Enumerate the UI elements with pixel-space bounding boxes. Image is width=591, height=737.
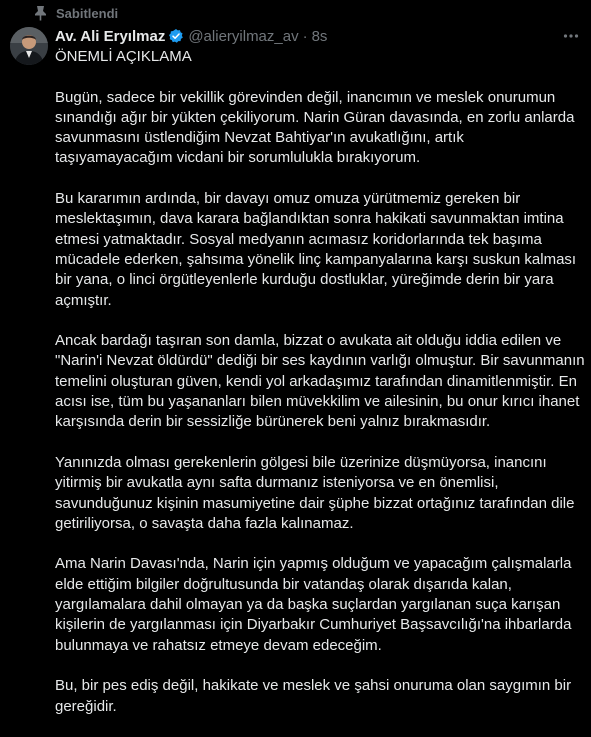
pinned-indicator [34, 4, 118, 22]
author-display-name[interactable]: Av. Ali Eryılmaz [55, 27, 166, 45]
verified-badge-icon [168, 28, 184, 44]
post-paragraph-5: Ama Narin Davası'nda, Narin için yapmış olduğum ve yapacağım çalışmalarla elde ettiğim bilgiler doğrultusunda bir vatandaş olarak dışarıda kalan, yargılamalara dahil olmayan ya da başka suçlardan yargılanan suça karışan kişilerin de yargılanması için Diyarbakır Cumhuriyet Başsavcılığı'na ihbarlarda bulunmaya ve rahatsız etmeye devam edeceğim. [55, 555, 572, 654]
post-paragraph-3: Ancak bardağı taşıran son damla, bizzat o avukata ait olduğu iddia edilen ve "Narin'i Nevzat öldürdü" dediği bir ses kaydının varlığı olmuştur. Bir savunmanın temelini oluşturan güven, kendi yol arkadaşımız tarafından dinamitlenmiştir. En acısı ise, tüm bu yaşananları bilen müvekkilim ve ailesinin, bu onur kırıcı ihanet karşısında derin bir sessizliğe bürünerek beni yalnız bırakmasıdır. [55, 332, 585, 431]
post-paragraph-1: Bugün, sadece bir vekillik görevinden değil, inancımın ve meslek onurumun sınandığı ağır bir yükten çekiliyorum. Narin Güran davasında, en zorlu anlarda savunmasını üstlendiğim Nevzat Bahtiyar'ın avukatlığını, artık taşıyamayacağım vicdani bir sorumlulukla bırakıyorum. [55, 88, 575, 167]
pin-icon [34, 5, 47, 21]
post-text [55, 47, 585, 737]
post-paragraph-4: Yanınızda olması gerekenlerin gölgesi bile üzerinize düşmüyorsa, inancını yitirmiş bir avukatla aynı safta durmanız isteniyorsa ve en önemlisi, savunduğunuz kişinin masumiyetine dair şüphe bizzat ortağınız tarafından dile getiriliyorsa, o savaşta daha fazla kalınamaz. [55, 453, 575, 532]
header-separator: · [302, 27, 308, 45]
post-paragraph-2: Bu kararımın ardında, bir davayı omuz omuza yürütmemiz gereken bir meslektaşımın, dava karara bağlandıktan sonra hakikati savunmaktan imtina etmesi yatmaktadır. Sosyal medyanın acımasız koridorlarında tek başıma mücadele ederken, şahsıma yönelik linç kampanyalarına karşı suskun kalması bir yana, o linci örgütleyenlerle kurduğu dostluklar, yüreğimde derin bir yara açmıştır. [55, 190, 577, 309]
post-timestamp[interactable]: 8s [311, 27, 328, 45]
post-header [55, 25, 327, 47]
more-horizontal-icon[interactable] [561, 26, 581, 46]
post-title: ÖNEMLİ AÇIKLAMA [55, 48, 192, 65]
avatar[interactable] [10, 27, 48, 65]
pinned-label: Sabitlendi [56, 5, 119, 21]
author-handle[interactable]: @alieryilmaz_av [188, 27, 299, 45]
post-paragraph-6: Bu, bir pes ediş değil, hakikate ve meslek ve şahsi onuruma olan saygımın bir gereğidir. [55, 677, 572, 715]
